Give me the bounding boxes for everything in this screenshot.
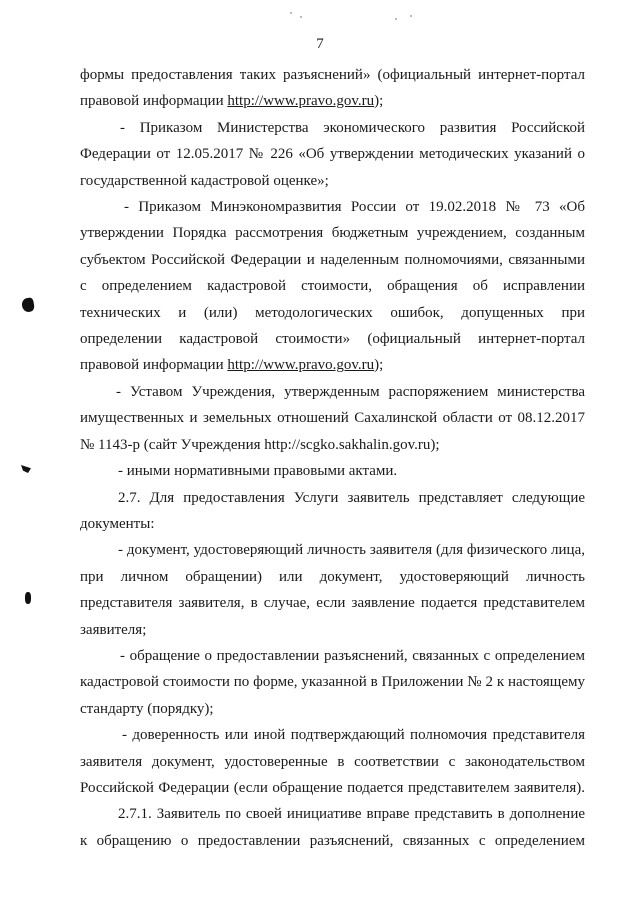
paragraph-2-7 bbox=[80, 485, 585, 538]
paragraph-2-7-1 bbox=[80, 801, 585, 854]
text-line: - обращение о предоставлении разъяснений, связанных с определением bbox=[120, 647, 585, 664]
text-line: - документ, удостоверяющий личность заявителя (для физического лица, bbox=[118, 542, 585, 559]
page-number: 7 bbox=[316, 36, 324, 52]
text-fragment: ); bbox=[374, 93, 384, 110]
text-line: 2.7.1. Заявитель по своей инициативе вправе представить в дополнение bbox=[118, 806, 585, 823]
text-line: - Приказом Минэкономразвития России от 19.02.2018 № 73 «Об bbox=[124, 199, 585, 216]
scan-speck bbox=[410, 15, 412, 17]
text-line: государственной кадастровой оценке»; bbox=[80, 172, 329, 189]
text-line: заявителя; bbox=[80, 621, 147, 638]
paragraph-charter bbox=[80, 379, 585, 458]
text-fragment: правовой информации bbox=[80, 357, 228, 374]
pravo-link[interactable]: http://www.pravo.gov.ru bbox=[227, 357, 375, 374]
paragraph-order-226 bbox=[80, 115, 585, 194]
text-line: - доверенность или иной подтверждающий полномочия представителя bbox=[122, 727, 585, 744]
text-line: при личном обращении) или документ, удостоверяющий личность bbox=[80, 568, 585, 585]
text-line: формы предоставления таких разъяснений» (официальный интернет-портал bbox=[80, 67, 585, 83]
paragraph-power-of-attorney bbox=[80, 722, 585, 801]
scan-mark bbox=[21, 297, 35, 313]
text-fragment: ); bbox=[374, 357, 384, 374]
text-line: документы: bbox=[80, 515, 155, 532]
text-line: 2.7. Для предоставления Услуги заявитель представляет следующие bbox=[118, 489, 585, 506]
text-line: кадастровой стоимости по форме, указанной в Приложении № 2 к настоящему bbox=[80, 674, 585, 691]
text-line: утверждении Порядка рассмотрения бюджетным учреждением, созданным bbox=[80, 225, 585, 242]
text-line: субъектом Российской Федерации и наделенным полномочиями, связанными bbox=[80, 251, 585, 268]
text-line: к обращению о предоставлении разъяснений, связанных с определением bbox=[80, 832, 585, 849]
document-body bbox=[80, 62, 585, 854]
scan-mark bbox=[21, 465, 31, 473]
text-line: стандарту (порядку); bbox=[80, 700, 214, 717]
pravo-link[interactable]: http://www.pravo.gov.ru bbox=[227, 93, 375, 110]
text-line bbox=[80, 88, 585, 114]
text-line: Федерации от 12.05.2017 № 226 «Об утверждении методических указаний о bbox=[80, 146, 585, 163]
scan-speck bbox=[395, 18, 397, 20]
paragraph-order-73 bbox=[80, 194, 585, 379]
scan-speck bbox=[290, 12, 292, 14]
text-line: с определением кадастровой стоимости, обращения об исправлении bbox=[80, 278, 585, 295]
text-line: - Приказом Министерства экономического развития Российской bbox=[120, 119, 585, 136]
paragraph-other-acts bbox=[80, 458, 585, 484]
paragraph-pravo-continuation bbox=[80, 62, 585, 115]
text-line: заявителя документ, удостоверенные в соответствии с законодательством bbox=[80, 753, 585, 770]
text-line: имущественных и земельных отношений Сахалинской области от 08.12.2017 bbox=[80, 410, 585, 427]
text-line: - Уставом Учреждения, утвержденным распоряжением министерства bbox=[116, 383, 585, 400]
text-line: определении кадастровой стоимости» (официальный интернет-портал bbox=[80, 331, 585, 348]
scan-speck bbox=[300, 16, 302, 18]
scan-mark bbox=[25, 592, 31, 604]
text-line: представителя заявителя, в случае, если заявление подается представителем bbox=[80, 595, 585, 612]
text-fragment: правовой информации bbox=[80, 93, 228, 110]
paragraph-request-form bbox=[80, 643, 585, 722]
text-line bbox=[80, 352, 585, 378]
text-line: Российской Федерации (если обращение подается представителем заявителя). bbox=[80, 779, 585, 796]
paragraph-identity-document bbox=[80, 537, 585, 643]
text-line: технических и (или) методологических ошибок, допущенных при bbox=[80, 304, 585, 321]
text-line: № 1143-р (сайт Учреждения http://scgko.sakhalin.gov.ru); bbox=[80, 436, 440, 453]
text-line: - иными нормативными правовыми актами. bbox=[118, 463, 398, 480]
